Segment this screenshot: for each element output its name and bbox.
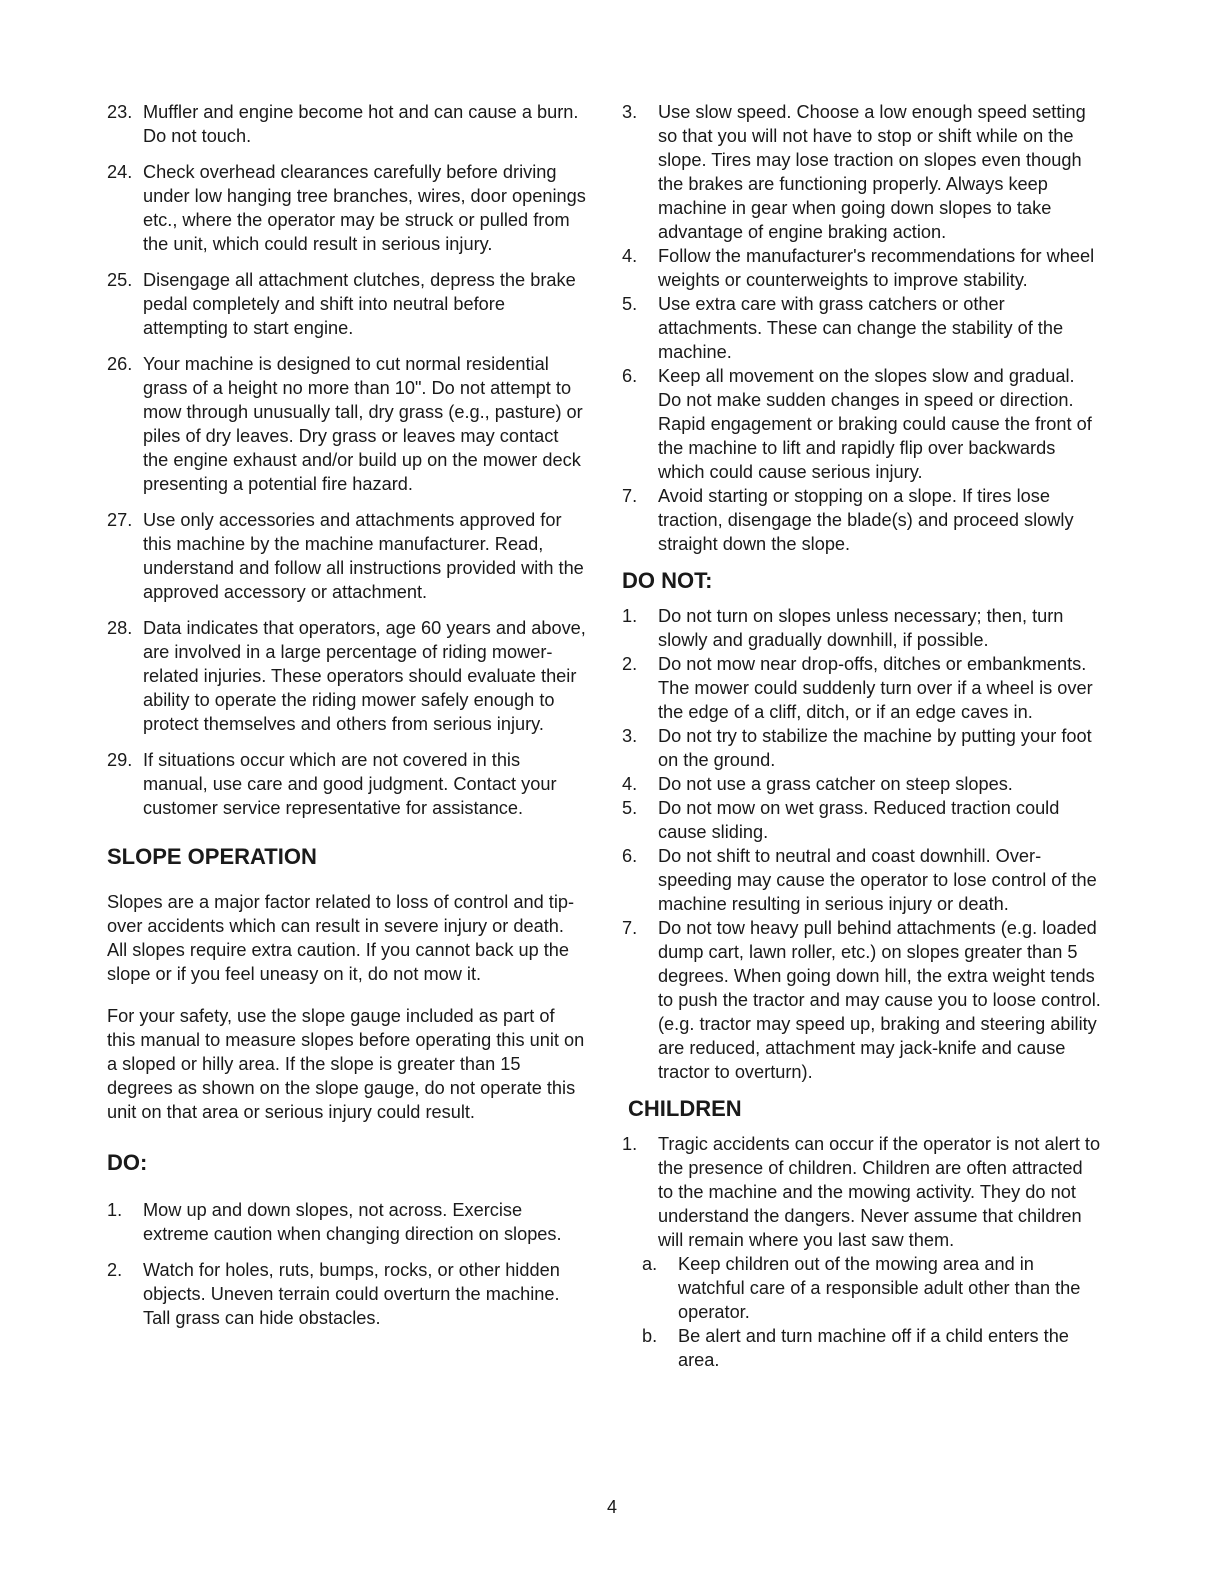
item-text: Avoid starting or stopping on a slope. If tires lose traction, disengage the blade(s) and proceed slowly straight down the slope. [658, 486, 1074, 554]
item-number: 2. [107, 1260, 123, 1280]
list-item [107, 508, 587, 604]
item-text: Keep children out of the mowing area and in watchful care of a responsible adult other than the operator. [678, 1254, 1081, 1322]
right-column [622, 100, 1102, 1372]
list-item [107, 1198, 587, 1246]
item-text: Be alert and turn machine off if a child enters the area. [678, 1326, 1069, 1370]
item-number: 7. [622, 918, 638, 938]
item-number: 3. [622, 102, 638, 122]
list-item [107, 616, 587, 736]
list-item [622, 100, 1102, 244]
item-text: Watch for holes, ruts, bumps, rocks, or other hidden objects. Uneven terrain could overturn the machine. Tall grass can hide obstacles. [143, 1260, 560, 1328]
list-item [622, 844, 1102, 916]
item-number: 5. [622, 294, 638, 314]
list-item [622, 604, 1102, 652]
list-item [622, 652, 1102, 724]
item-letter: a. [642, 1254, 658, 1274]
item-number: 2. [622, 654, 638, 674]
list-item [622, 292, 1102, 364]
item-text: Do not shift to neutral and coast downhill. Over-speeding may cause the operator to lose control of the machine resulting in serious injury or death. [658, 846, 1097, 914]
do-heading: DO: [107, 1150, 148, 1175]
item-text: Do not try to stabilize the machine by putting your foot on the ground. [658, 726, 1092, 770]
slope-paragraph-2: For your safety, use the slope gauge included as part of this manual to measure slopes before operating this unit on a sloped or hilly area. If the slope is greater than 15 degrees as shown on the slope gauge, do not operate this unit on that area or serious injury could result. [107, 1006, 585, 1122]
item-number: 24. [107, 162, 133, 182]
item-number: 1. [107, 1200, 123, 1220]
item-number: 23. [107, 102, 133, 122]
do-not-heading: DO NOT: [622, 568, 713, 593]
list-item [107, 352, 587, 496]
item-text: Use extra care with grass catchers or other attachments. These can change the stability of the machine. [658, 294, 1064, 362]
item-text: Do not mow on wet grass. Reduced traction could cause sliding. [658, 798, 1060, 842]
item-letter: b. [642, 1326, 658, 1346]
item-number: 25. [107, 270, 133, 290]
list-item [622, 796, 1102, 844]
list-item [107, 1258, 587, 1330]
list-item [622, 916, 1102, 1084]
item-number: 26. [107, 354, 133, 374]
item-text: Data indicates that operators, age 60 years and above, are involved in a large percentage of riding mower-related injuries. These operators should evaluate their ability to operate the riding mower safely enough to protect themselves and others from serious injury. [143, 618, 586, 734]
list-item [107, 100, 587, 148]
left-column [107, 100, 587, 1330]
item-number: 4. [622, 246, 638, 266]
item-number: 1. [622, 1134, 638, 1154]
item-text: Tragic accidents can occur if the operator is not alert to the presence of children. Children are often attracted to the machine and the mowing activity. They do not understand the dangers. Never assume that children will remain where you last saw them. [658, 1134, 1101, 1250]
item-number: 1. [622, 606, 638, 626]
item-text: Disengage all attachment clutches, depress the brake pedal completely and shift into neutral before attempting to start engine. [143, 270, 576, 338]
item-number: 6. [622, 366, 638, 386]
list-item [107, 268, 587, 340]
item-number: 6. [622, 846, 638, 866]
item-number: 27. [107, 510, 133, 530]
list-item [622, 1132, 1102, 1252]
item-text: If situations occur which are not covered in this manual, use care and good judgment. Contact your customer service representative for assistance. [143, 750, 557, 818]
item-text: Do not tow heavy pull behind attachments (e.g. loaded dump cart, lawn roller, etc.) on slopes greater than 5 degrees. When going down hill, the extra weight tends to push the tractor and may cause you to loose control. (e.g. tractor may speed up, braking and steering ability are reduced, attachment may jack-knife and cause tractor to overturn). [658, 918, 1101, 1082]
item-text: Check overhead clearances carefully before driving under low hanging tree branches, wires, door openings etc., where the operator may be struck or pulled from the unit, which could result in serious injury. [143, 162, 586, 254]
item-number: 7. [622, 486, 638, 506]
item-number: 28. [107, 618, 133, 638]
item-text: Follow the manufacturer's recommendations for wheel weights or counterweights to improve stability. [658, 246, 1095, 290]
slope-operation-heading: SLOPE OPERATION [107, 844, 317, 869]
slope-paragraph-1: Slopes are a major factor related to loss of control and tip-over accidents which can result in severe injury or death. All slopes require extra caution. If you cannot back up the slope or if you feel uneasy on it, do not mow it. [107, 892, 575, 984]
list-item [622, 772, 1102, 796]
item-text: Mow up and down slopes, not across. Exercise extreme caution when changing direction on slopes. [143, 1200, 562, 1244]
list-item [107, 748, 587, 820]
item-text: Use only accessories and attachments approved for this machine by the machine manufacturer. Read, understand and follow all instructions provided with the approved accessory or attachment. [143, 510, 584, 602]
list-item [107, 160, 587, 256]
children-heading: CHILDREN [628, 1096, 742, 1121]
item-text: Keep all movement on the slopes slow and gradual. Do not make sudden changes in speed or direction. Rapid engagement or braking could cause the front of the machine to lift and rapidly flip over backwards which could cause serious injury. [658, 366, 1092, 482]
sub-list-item [622, 1324, 1102, 1372]
item-text: Do not use a grass catcher on steep slopes. [658, 774, 1013, 794]
item-text: Do not mow near drop-offs, ditches or embankments. The mower could suddenly turn over if a wheel is over the edge of a cliff, ditch, or if an edge caves in. [658, 654, 1093, 722]
list-item [622, 364, 1102, 484]
item-number: 4. [622, 774, 638, 794]
list-item [622, 244, 1102, 292]
item-text: Use slow speed. Choose a low enough speed setting so that you will not have to stop or shift while on the slope. Tires may lose traction on slopes even though the brakes are functioning properly. Always keep machine in gear when going down slopes to take advantage of engine braking action. [658, 102, 1086, 242]
item-text: Do not turn on slopes unless necessary; then, turn slowly and gradually downhill, if possible. [658, 606, 1064, 650]
list-item [622, 724, 1102, 772]
item-number: 5. [622, 798, 638, 818]
sub-list-item [622, 1252, 1102, 1324]
item-number: 3. [622, 726, 638, 746]
item-text: Your machine is designed to cut normal residential grass of a height no more than 10". Do not attempt to mow through unusually tall, dry grass (e.g., pasture) or piles of dry leaves. Dry grass or leaves may contact the engine exhaust and/or build up on the mower deck presenting a potential fire hazard. [143, 354, 583, 494]
page-number: 4 [606, 1497, 617, 1517]
item-number: 29. [107, 750, 133, 770]
item-text: Muffler and engine become hot and can cause a burn. Do not touch. [143, 102, 579, 146]
list-item [622, 484, 1102, 556]
